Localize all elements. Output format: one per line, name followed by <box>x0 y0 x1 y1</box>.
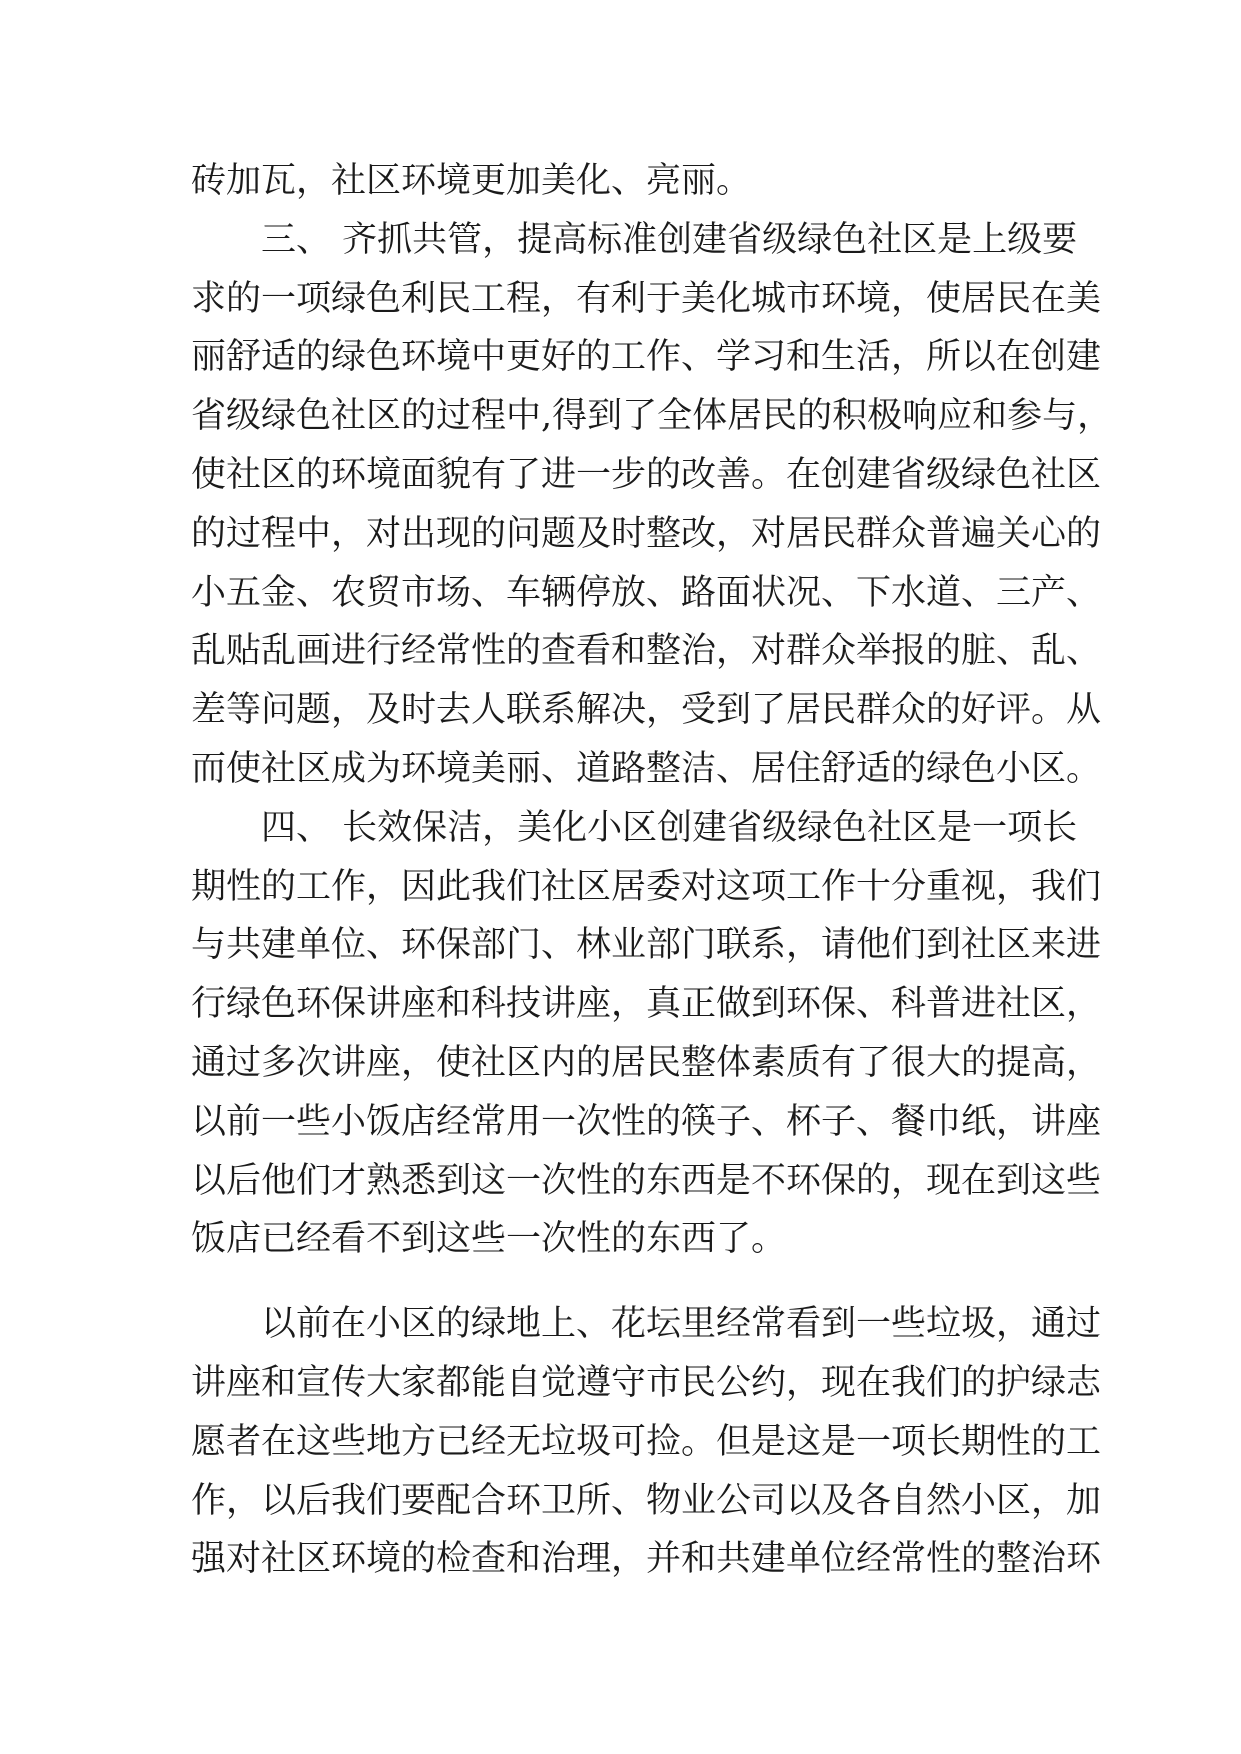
text-line: 省级绿色社区的过程中,得到了全体居民的积极响应和参与， <box>191 396 1113 437</box>
text-line: 通过多次讲座，使社区内的居民整体素质有了很大的提高， <box>191 1042 1102 1083</box>
text-line: 饭店已经看不到这些一次性的东西了。 <box>191 1219 787 1260</box>
text-line: 强对社区环境的检查和治理，并和共建单位经常性的整治环 <box>191 1539 1102 1580</box>
text-line: 讲座和宣传大家都能自觉遵守市民公约，现在我们的护绿志 <box>191 1362 1102 1403</box>
paragraph-first-line: 以前在小区的绿地上、花坛里经常看到一些垃圾，通过 <box>261 1304 1102 1345</box>
text-line: 砖加瓦，社区环境更加美化、亮丽。 <box>191 161 752 201</box>
text-line: 以前一些小饭店经常用一次性的筷子、杯子、餐巾纸，讲座 <box>191 1101 1102 1142</box>
text-line: 期性的工作，因此我们社区居委对这项工作十分重视，我们 <box>191 866 1102 907</box>
text-line: 以后他们才熟悉到这一次性的东西是不环保的，现在到这些 <box>191 1160 1102 1201</box>
section-heading-line: 四、 长效保洁，美化小区创建省级绿色社区是一项长 <box>261 807 1078 848</box>
paragraph-gap <box>191 1269 1071 1295</box>
text-line: 愿者在这些地方已经无垃圾可捡。但是这是一项长期性的工 <box>191 1421 1102 1462</box>
text-line: 差等问题，及时去人联系解决，受到了居民群众的好评。从 <box>191 690 1102 731</box>
text-line: 丽舒适的绿色环境中更好的工作、学习和生活，所以在创建 <box>191 337 1102 378</box>
section-heading-line: 三、 齐抓共管，提高标准创建省级绿色社区是上级要 <box>261 219 1078 260</box>
text-line: 行绿色环保讲座和科技讲座，真正做到环保、科普进社区， <box>191 984 1102 1025</box>
text-line: 作，以后我们要配合环卫所、物业公司以及各自然小区，加 <box>191 1480 1102 1521</box>
text-line: 小五金、农贸市场、车辆停放、路面状况、下水道、三产、 <box>191 572 1102 613</box>
text-line: 与共建单位、环保部门、林业部门联系，请他们到社区来进 <box>191 925 1102 966</box>
text-line: 使社区的环境面貌有了进一步的改善。在创建省级绿色社区 <box>191 454 1102 495</box>
document-body <box>191 152 1113 1589</box>
text-line: 的过程中，对出现的问题及时整改，对居民群众普遍关心的 <box>191 513 1102 554</box>
text-line: 乱贴乱画进行经常性的查看和整治，对群众举报的脏、乱、 <box>191 631 1102 672</box>
text-line: 而使社区成为环境美丽、道路整洁、居住舒适的绿色小区。 <box>191 748 1102 789</box>
text-line: 求的一项绿色利民工程，有利于美化城市环境，使居民在美 <box>191 278 1102 319</box>
